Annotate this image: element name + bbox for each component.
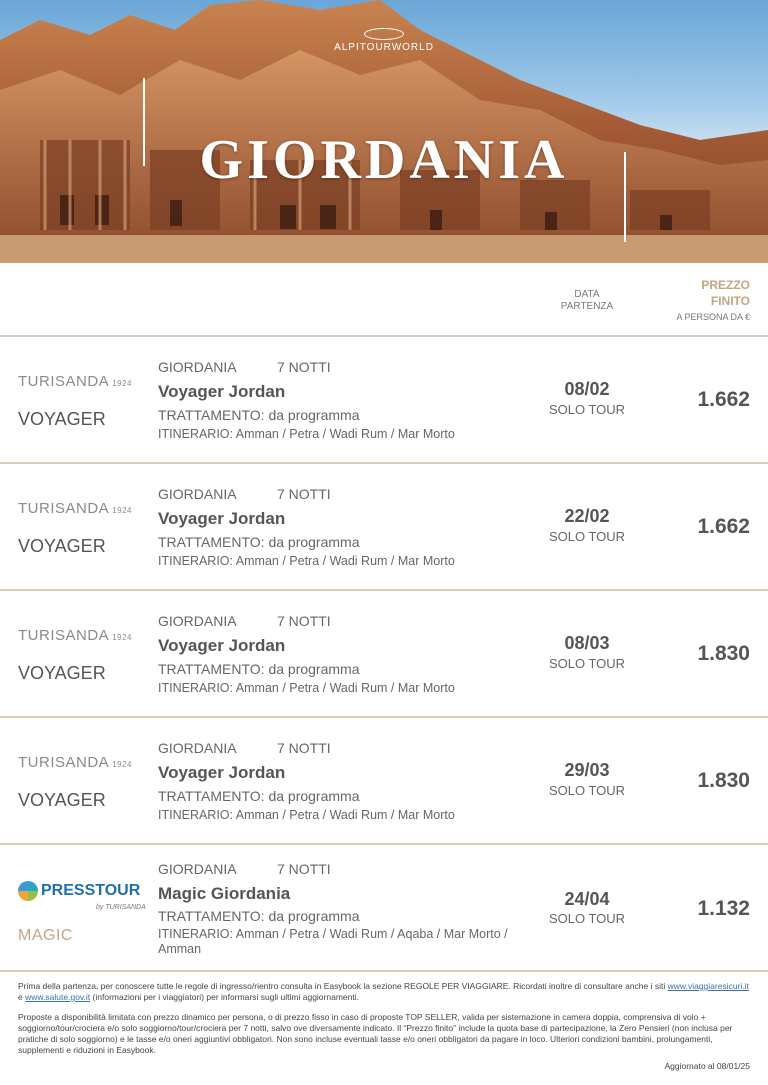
itinerary: ITINERARIO: Amman / Petra / Wadi Rum / Mar Morto (158, 427, 455, 441)
tour-type: SOLO TOUR (548, 529, 626, 544)
departure-date: 08/02 (564, 379, 610, 399)
departure-date: 08/03 (564, 633, 610, 653)
product-line-label: MAGIC (18, 927, 73, 944)
brand-logo (0, 28, 768, 53)
destination: GIORDANIA (158, 861, 237, 877)
treatment: TRATTAMENTO: da programma (158, 407, 360, 423)
offer-row[interactable] (0, 337, 768, 464)
nights: 7 NOTTI (277, 861, 331, 877)
price: 1.662 (697, 388, 750, 411)
destination: GIORDANIA (158, 613, 237, 629)
price: 1.830 (697, 642, 750, 665)
package-name[interactable]: Magic Giordania (158, 884, 291, 903)
package-name[interactable]: Voyager Jordan (158, 763, 286, 782)
presstour-logo: PRESSTOUR by TURISANDA (18, 881, 140, 901)
brand-name: ALPITOURWORLD (334, 42, 434, 53)
treatment: TRATTAMENTO: da programma (158, 534, 360, 550)
price-column-header: PREZZO FINITO A PERSONA DA € (676, 278, 750, 322)
destination: GIORDANIA (158, 740, 237, 756)
package-name[interactable]: Voyager Jordan (158, 382, 286, 401)
product-line-label: VOYAGER (18, 663, 106, 683)
footer-conditions: Proposte a disponibilità limitata con prezzo dinamico per persona, o di prezzo fisso in caso di proposte TOP SELLER, valida per sistemazione in camera doppia, comprensiva di volo + soggiorno/tour/crociera e/o solo soggiorno/tour/crociera per 7 notti, salvo ove diversamente indicato. Il “Prezzo finito” include la quota base di partecipazione, la Zero Pensieri (non inclusa per pratiche di solo soggiorno) e le tasse e/o oneri aggiuntivi obbligatori. Non sono incluse eventuali tasse e/o oneri obbligatori da pagare in loco. Ulteriori condizioni bambini, prolungamenti, supplementi e riduzioni in Easybook. (18, 1012, 733, 1055)
salute-link[interactable]: www.salute.gov.it (25, 992, 91, 1002)
turisanda-logo: TURISANDA 1924 (18, 373, 132, 390)
turisanda-logo: TURISANDA 1924 (18, 500, 132, 517)
treatment: TRATTAMENTO: da programma (158, 788, 360, 804)
tour-type: SOLO TOUR (548, 911, 626, 926)
tour-type: SOLO TOUR (548, 783, 626, 798)
departure-date: 29/03 (564, 760, 610, 780)
itinerary: ITINERARIO: Amman / Petra / Wadi Rum / Mar Morto (158, 681, 455, 695)
offer-row[interactable] (0, 718, 768, 845)
viaggiaresicuri-link[interactable]: www.viaggiaresicuri.it (667, 981, 749, 991)
package-name[interactable]: Voyager Jordan (158, 636, 286, 655)
departure-date: 24/04 (564, 889, 610, 909)
offer-row[interactable] (0, 591, 768, 718)
column-header (0, 263, 768, 337)
treatment: TRATTAMENTO: da programma (158, 661, 360, 677)
tour-type: SOLO TOUR (548, 656, 626, 671)
nights: 7 NOTTI (277, 359, 331, 375)
tour-type: SOLO TOUR (548, 402, 626, 417)
swirl-icon (364, 28, 404, 40)
nights: 7 NOTTI (277, 740, 331, 756)
package-name[interactable]: Voyager Jordan (158, 509, 286, 528)
offer-row[interactable] (0, 845, 768, 972)
treatment: TRATTAMENTO: da programma (158, 908, 360, 924)
date-column-header: DATA PARTENZA (560, 289, 614, 312)
page-title: GIORDANIA (199, 129, 569, 191)
itinerary: ITINERARIO: Amman / Petra / Wadi Rum / Aqaba / Mar Morto / Amman (158, 927, 508, 956)
price: 1.132 (697, 897, 750, 920)
itinerary: ITINERARIO: Amman / Petra / Wadi Rum / Mar Morto (158, 554, 455, 568)
nights: 7 NOTTI (277, 486, 331, 502)
footer-travel-rules: Prima della partenza, per conoscere tutte le regole di ingresso/rientro consulta in Easybook la sezione REGOLE PER VIAGGIARE. Ricordati inoltre di consultare anche i siti www.viaggiaresicuri.it e www.salute.gov.it (informazioni per i viaggiatori) per informarsi sugli ultimi aggiornamenti. (18, 981, 749, 1002)
product-line-label: VOYAGER (18, 409, 106, 429)
turisanda-logo: TURISANDA 1924 (18, 754, 132, 771)
updated-date: Aggiornato al 08/01/25 (664, 1061, 750, 1071)
presstour-globe-icon (18, 881, 38, 901)
hero-banner (0, 0, 768, 263)
price: 1.662 (697, 515, 750, 538)
price: 1.830 (697, 769, 750, 792)
offer-row[interactable] (0, 464, 768, 591)
destination: GIORDANIA (158, 486, 237, 502)
destination: GIORDANIA (158, 359, 237, 375)
product-line-label: VOYAGER (18, 790, 106, 810)
product-line-label: VOYAGER (18, 536, 106, 556)
itinerary: ITINERARIO: Amman / Petra / Wadi Rum / Mar Morto (158, 808, 455, 822)
turisanda-logo: TURISANDA 1924 (18, 627, 132, 644)
nights: 7 NOTTI (277, 613, 331, 629)
departure-date: 22/02 (564, 506, 610, 526)
